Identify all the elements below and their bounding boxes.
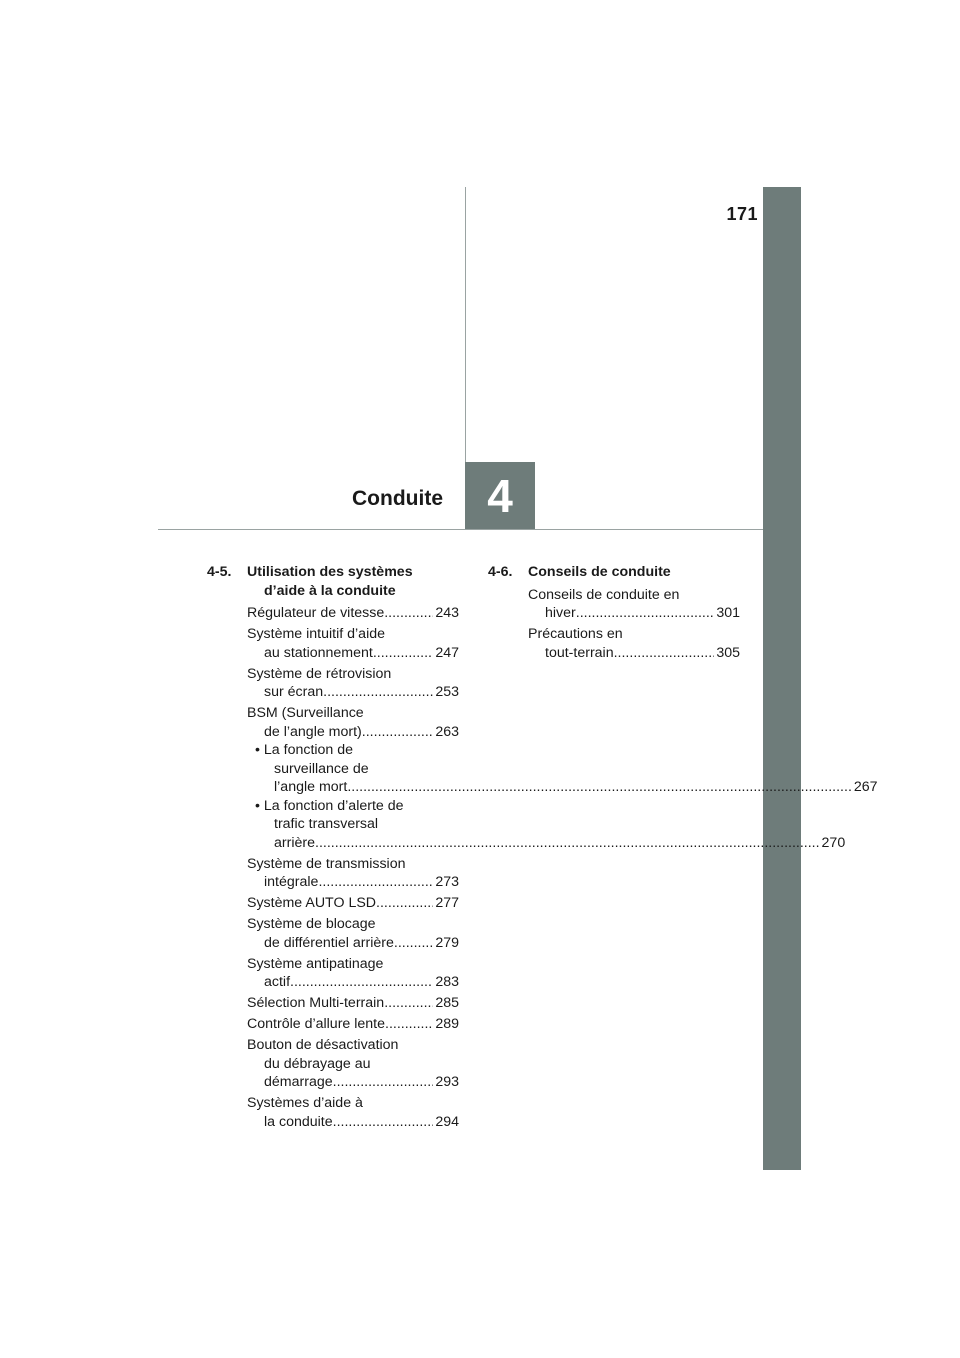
toc-page-ref: 243 [435,605,459,621]
vertical-rule [465,187,466,462]
toc-page-ref: 267 [853,779,878,795]
chapter-side-band [763,187,801,1170]
toc-entry[interactable]: Régulateur de vitesse ..... 243 [247,604,459,623]
chapter-title: Conduite [352,487,443,510]
chapter-number-tab [465,462,535,530]
toc-right-column [488,563,740,665]
toc-section-heading[interactable] [488,563,740,582]
toc-page-ref: 301 [716,605,740,621]
toc-page-ref: 270 [821,834,846,851]
toc-page-ref: 277 [435,895,459,911]
toc-entry[interactable]: BSM (Surveillance de l’angle mort) ..... 263 [247,704,459,741]
toc-entry[interactable]: Sélection Multi-terrain ..... 285 [247,994,459,1013]
toc-page-ref: 283 [435,974,459,990]
toc-entry[interactable]: Système de blocage de différentiel arrière ..... 279 [247,915,459,952]
toc-subentry[interactable]: • La fonction d’alerte de trafic transversal arrière ..... 270 [247,797,459,853]
toc-entry[interactable]: Système antipatinage actif ..... 283 [247,955,459,992]
toc-entry[interactable]: Conseils de conduite en hiver ..... 301 [528,586,740,623]
toc-page-ref: 247 [435,644,459,661]
toc-entry[interactable]: Bouton de désactivation du débrayage au démarrage ..... 293 [247,1036,459,1092]
toc-page-ref: 273 [435,874,459,890]
toc-page-ref: 253 [435,684,459,700]
toc-entry[interactable]: Contrôle d’allure lente ..... 289 [247,1015,459,1034]
section-number: 4-6. [488,564,513,580]
toc-entry[interactable]: Systèmes d’aide à la conduite ..... 294 [247,1094,459,1131]
page-number: 171 [726,204,758,224]
section-title: Conseils de conduite [528,564,671,580]
toc-section-heading[interactable] [207,563,459,600]
chapter-number: 4 [487,470,513,522]
toc-page-ref: 294 [435,1113,459,1130]
toc-page-ref: 263 [435,723,459,740]
toc-entry[interactable]: Système de transmission intégrale ..... 273 [247,855,459,892]
toc-page-ref: 279 [435,934,459,951]
section-title: Utilisation des systèmes d’aide à la conduite [247,564,413,599]
toc-page-ref: 293 [435,1074,459,1090]
toc-entry[interactable]: Système de rétrovision sur écran ..... 253 [247,665,459,702]
toc-page-ref: 289 [435,1016,459,1032]
toc-page-ref: 305 [716,644,740,661]
horizontal-rule [158,529,763,530]
section-number: 4-5. [207,564,232,580]
toc-entry[interactable]: Système intuitif d’aide au stationnement ..... 247 [247,625,459,662]
toc-subentry[interactable]: • La fonction de surveillance de l’angle mort ..... 267 [247,741,459,797]
toc-page-ref: 285 [435,995,459,1011]
toc-entry[interactable]: Système AUTO LSD ..... 277 [247,894,459,913]
toc-entry[interactable]: Précautions en tout-terrain ..... 305 [528,625,740,662]
